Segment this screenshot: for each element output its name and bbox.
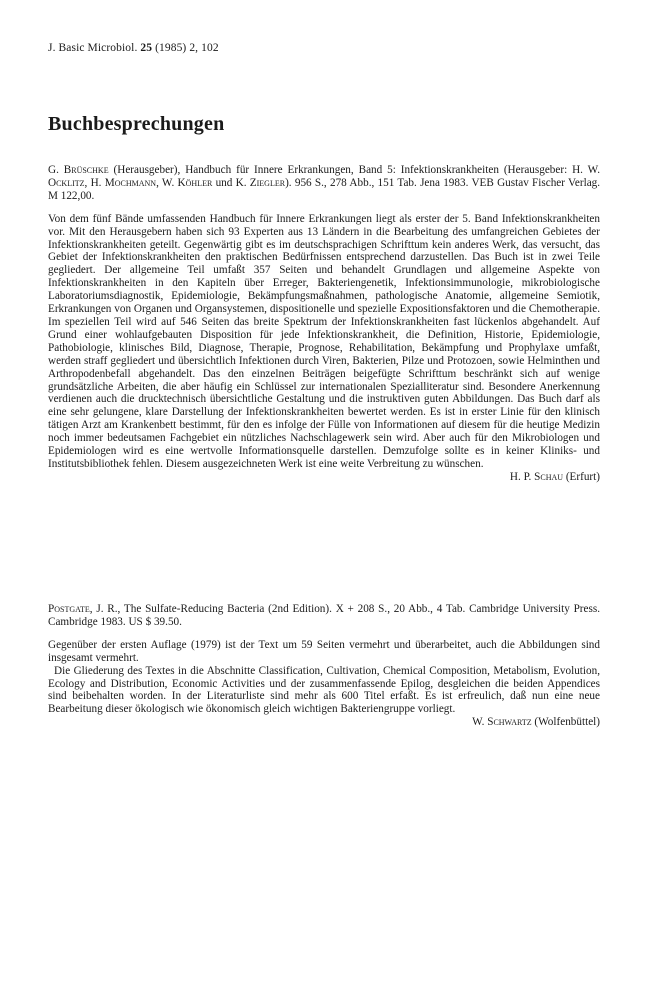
reviewer-place: (Erfurt) xyxy=(565,470,600,483)
review-body xyxy=(48,639,600,716)
review-paragraph: Von dem fünf Bände umfassenden Handbuch für Innere Erkrankungen liegt als erster der 5. Band Infektionskrankheiten vor. Mit den Herausgebern haben sich 93 Experten aus 13 Ländern in die Bearbeitung des umfangreichen Gebietes der Infektionskrankheiten geteilt. Gegenwärtig gibt es im deutschsprachigen Schrifttum kein anderes Werk, das versucht, das Gebiet der Infektionskrankheiten den praktischen Bedürfnissen entsprechend darzustellen. Das Buch ist in zwei Teile gegliedert. Der allgemeine Teil umfaßt 357 Seiten und behandelt Grundlagen und allgemeine Aspekte von Infektionskrankheiten in den Kapiteln über Erreger, Bakteriengenetik, Infektionsimmunologie, mikrobiologische Laboratoriumsdiagnostik, Epidemiologie, Bekämpfungsmaßnahmen, pathologische Anatomie, allgemeine Semiotik, Erkrankungen von Organen und Organsystemen, dispositionelle und spezielle Expositionsfaktoren und die Chemotherapie. Im speziellen Teil wird auf 546 Seiten das breite Spektrum der Infektionskrankheiten fast lückenlos abgehandelt. Auf Grund einer wohlaufgebauten Disposition für jede Infektionskrankheit, die Definition, Historie, Epidemiologie, Pathobiologie, klinisches Bild, Diagnose, Therapie, Prognose, Rehabilitation, Bekämpfung und Prophylaxe umfaßt, werden straff gegliedert und übersichtlich Infektionen durch Viren, Bakterien, Pilze und Protozoen, sowie Helminthen und Arthropodenbefall abgehandelt. Das den einzelnen Beiträgen beigefügte Schrifttum beschränkt sich auf wenige grundsätzliche Arbeiten, die aber häufig ein Schlüssel zur internationalen Spezialliteratur sind. Besondere Anerkennung verdienen auch die drucktechnisch übersichtliche Gestaltung und die instruktiven guten Abbildungen. Das Buch darf als eine sehr gelungene, klare Darstellung der Infektionskrankheiten bewertet werden. Es ist in erster Linie für den klinisch tätigen Arzt am Krankenbett bestimmt, für den es infolge der Fülle von Informationen auf diesem für die heutige Medizin noch immer bedeutsamen Fachgebiet ein nützliches Nachschlagewerk sein wird. Aber auch für den Mikrobiologen und Epidemiologen wird es eine wertvolle Informationsquelle darstellen. Demzufolge sollte es in keiner Kliniks- und Institutsbibliothek fehlen. Diesem ausgezeichneten Werk ist eine weite Verbreitung zu wünschen. xyxy=(48,212,600,470)
citation-editor: Ziegler xyxy=(249,176,286,189)
book-review-1 xyxy=(48,164,600,484)
citation-text: ). 956 S., 278 Abb., 151 Tab. Jena 1983. VEB Gustav Fischer Verlag. M 122,00. xyxy=(48,176,601,202)
journal-volume: 25 xyxy=(140,42,153,54)
citation-separator: und K. xyxy=(215,176,247,189)
citation-editor: Mochmann xyxy=(104,176,157,189)
reviewer-initials: W. xyxy=(472,716,485,729)
citation-text: , J. R., The Sulfate-Reducing Bacteria (2nd Edition). X + 208 S., 20 Abb., 4 Tab. Cambridge University Press. Cambridge 1983. US $ 39.50. xyxy=(48,603,600,628)
review-body xyxy=(48,213,600,471)
citation-editor: Ocklitz xyxy=(48,176,85,189)
reviewer-name: Schwartz xyxy=(487,716,532,729)
reviewer-place: (Wolfenbüttel) xyxy=(534,716,600,729)
review-paragraph: Die Gliederung des Textes in die Abschnitte Classification, Cultivation, Chemical Composition, Metabolism, Evolution, Ecology and Distribution, Economic Activities und der zusammenfassende Epilog, desgleichen die beiden Appendices sind beibehalten worden. In der Literaturliste sind mehr als 600 Titel erfaßt. Es ist erfreulich, daß nun eine neue Bearbeitung dieser ökologisch wie ökonomisch gleich wichtigen Bakteriengruppe vorliegt. xyxy=(48,664,600,716)
reviewer-initials: H. P. xyxy=(509,470,532,483)
reviewer-signature xyxy=(48,471,600,484)
citation-editor: Köhler xyxy=(177,176,213,189)
reviewer-signature xyxy=(48,716,600,729)
citation-separator: , W. xyxy=(156,176,175,189)
reviewer-name: Schau xyxy=(534,470,564,483)
journal-name: J. Basic Microbiol. xyxy=(48,42,138,54)
review-citation xyxy=(48,164,600,203)
citation-separator: , H. xyxy=(84,176,102,189)
journal-issue-page: (1985) 2, 102 xyxy=(155,42,219,54)
citation-author: Postgate xyxy=(48,603,90,615)
section-title: Buchbesprechungen xyxy=(48,113,225,135)
running-head xyxy=(48,42,219,54)
review-citation xyxy=(48,603,600,629)
citation-text: (Herausgeber), Handbuch für Innere Erkrankungen, Band 5: Infektionskrankheiten (Herausgeber: H. W. xyxy=(113,164,601,176)
review-paragraph: Gegenüber der ersten Auflage (1979) ist der Text um 59 Seiten vermehrt und überarbeitet, auch die Abbildungen sind insgesamt vermehrt. xyxy=(48,638,600,664)
book-review-2 xyxy=(48,603,600,729)
citation-author: G. Brüschke xyxy=(48,164,109,176)
